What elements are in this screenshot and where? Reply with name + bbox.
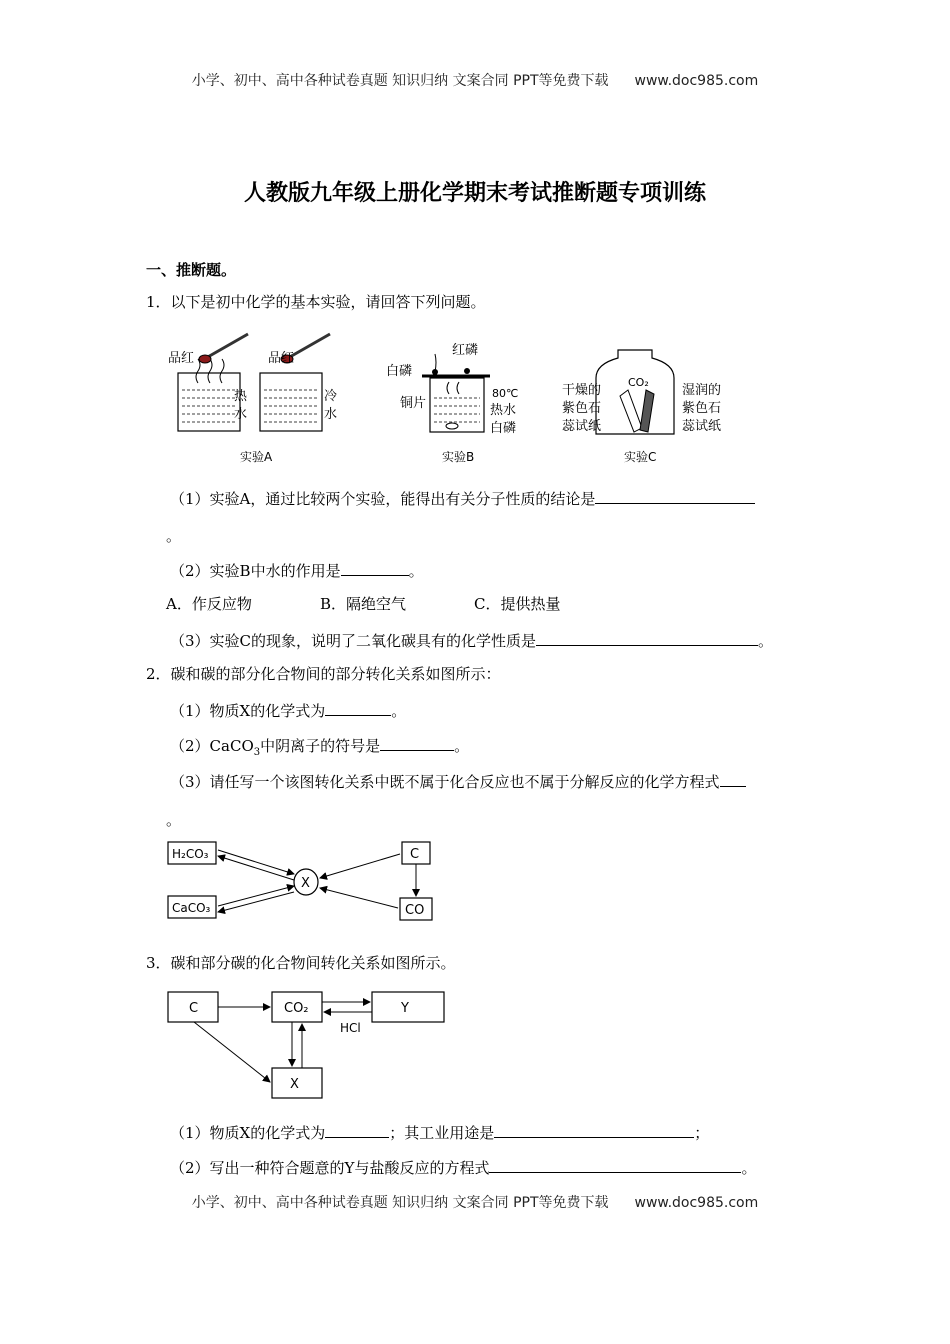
header-site: www.doc985.com	[634, 73, 759, 89]
fig-b-copper: 铜片	[400, 396, 427, 411]
q2-part1-text: （1）物质X的化学式为	[170, 702, 326, 720]
q1-figure	[160, 328, 740, 468]
q2-part2-blank[interactable]	[380, 735, 454, 751]
q3-label-co2: CO₂	[284, 1001, 309, 1016]
experiment-a	[168, 334, 337, 464]
q1-part2-blank[interactable]	[341, 560, 409, 576]
q3-label-y: Y	[401, 1001, 409, 1016]
q1-option-a[interactable]: A．作反应物	[166, 595, 252, 613]
q1-stem: 1．以下是初中化学的基本实验，请回答下列问题。	[146, 293, 486, 311]
q1-part1-blank[interactable]	[595, 488, 755, 504]
fig-b-red-p: 红磷	[452, 343, 479, 358]
q1-part3-end: 。	[758, 632, 774, 650]
q3-part1	[170, 1122, 709, 1143]
fig-c-right-2: 紫色石	[682, 401, 722, 416]
fig-a-label-1: 品红	[168, 351, 195, 366]
fig-c-left-1: 干燥的	[562, 383, 602, 398]
page-title: 人教版九年级上册化学期末考试推断题专项训练	[243, 181, 706, 206]
fig-b-white-p2: 白磷	[490, 421, 517, 436]
fig-a-cold-2: 水	[324, 407, 338, 422]
q3-stem: 3．碳和部分碳的化合物间转化关系如图所示。	[146, 954, 456, 972]
q2-part1	[170, 700, 406, 721]
q3-part1-end: ；	[694, 1124, 710, 1142]
q1-option-c[interactable]: C．提供热量	[474, 595, 561, 613]
q2-part2-end: 。	[454, 737, 470, 755]
q2-part2	[170, 735, 469, 763]
q3-part2-blank[interactable]	[489, 1157, 741, 1173]
q3-figure	[164, 986, 454, 1102]
q2-part3-end: 。	[166, 811, 182, 829]
header-text: 小学、初中、高中各种试卷真题 知识归纳 文案合同 PPT等免费下载	[191, 73, 609, 89]
fig-a-hot-2: 水	[234, 407, 248, 422]
fig-b-hot-water: 热水	[490, 403, 517, 418]
q3-part2	[170, 1157, 756, 1178]
q3-part1-text: （1）物质X的化学式为	[170, 1124, 326, 1142]
q2-figure	[164, 836, 444, 926]
fig-c-co2: CO₂	[628, 376, 649, 389]
q2-part1-end: 。	[391, 702, 407, 720]
page-footer	[0, 1192, 950, 1212]
q1-part3-blank[interactable]	[536, 630, 758, 646]
q3-part1-blank-1[interactable]	[325, 1122, 389, 1138]
q3-part1-blank-2[interactable]	[494, 1122, 694, 1138]
q2-part2-text-b: 中阴离子的符号是	[260, 737, 381, 755]
q1-part3-text: （3）实验C的现象，说明了二氧化碳具有的化学性质是	[170, 632, 537, 650]
q2-part2-text-a: （2）CaCO	[170, 737, 254, 755]
fig-a-label-2: 品红	[268, 351, 295, 366]
fig-b-temp: 80℃	[492, 387, 519, 400]
fig-a-hot-1: 热	[234, 389, 248, 404]
experiment-c	[562, 350, 721, 464]
q2-part1-blank[interactable]	[325, 700, 391, 716]
fig-c-left-3: 蕊试纸	[562, 419, 602, 434]
q2-label-co: CO	[405, 903, 425, 918]
fig-c-right-3: 蕊试纸	[682, 419, 722, 434]
q1-part3	[170, 630, 773, 651]
q1-option-b[interactable]: B．隔绝空气	[320, 595, 407, 613]
fig-a-caption: 实验A	[240, 450, 273, 464]
q2-part3	[170, 771, 746, 792]
q2-label-h2co3: H₂CO₃	[172, 847, 209, 861]
q1-part1-end: 。	[166, 527, 182, 545]
q2-label-caco3: CaCO₃	[172, 901, 211, 915]
fig-a-cold-1: 冷	[324, 389, 338, 404]
q2-stem: 2．碳和碳的部分化合物间的部分转化关系如图所示：	[146, 665, 501, 683]
q1-part1-text: （1）实验A，通过比较两个实验，能得出有关分子性质的结论是	[170, 490, 596, 508]
q1-part2	[170, 560, 424, 581]
q2-part3-text: （3）请任写一个该图转化关系中既不属于化合反应也不属于分解反应的化学方程式	[170, 773, 720, 791]
q3-label-hcl: HCl	[340, 1021, 361, 1035]
fig-c-right-1: 湿润的	[682, 383, 722, 398]
section-heading: 一、推断题。	[146, 261, 237, 279]
fig-b-caption: 实验B	[442, 450, 475, 464]
fig-c-left-2: 紫色石	[562, 401, 602, 416]
q1-part1	[170, 488, 755, 509]
q3-part2-text: （2）写出一种符合题意的Y与盐酸反应的方程式	[170, 1159, 490, 1177]
footer-site: www.doc985.com	[634, 1195, 759, 1211]
q1-part2-text: （2）实验B中水的作用是	[170, 562, 341, 580]
experiment-b	[386, 342, 518, 464]
q2-label-c: C	[410, 847, 420, 862]
fig-b-white-p: 白磷	[386, 364, 413, 379]
q3-part2-end: 。	[741, 1159, 757, 1177]
fig-c-caption: 实验C	[624, 450, 657, 464]
q1-part2-end: 。	[408, 562, 424, 580]
q3-part1-mid: ；其工业用途是	[389, 1124, 495, 1142]
footer-text: 小学、初中、高中各种试卷真题 知识归纳 文案合同 PPT等免费下载	[191, 1195, 609, 1211]
q2-part3-blank[interactable]	[720, 771, 746, 787]
page-header	[0, 70, 950, 90]
q3-label-x: X	[290, 1077, 299, 1092]
q2-label-x: X	[301, 876, 310, 891]
q2-part2-sub: 3	[253, 747, 261, 758]
q3-label-c: C	[189, 1001, 199, 1016]
